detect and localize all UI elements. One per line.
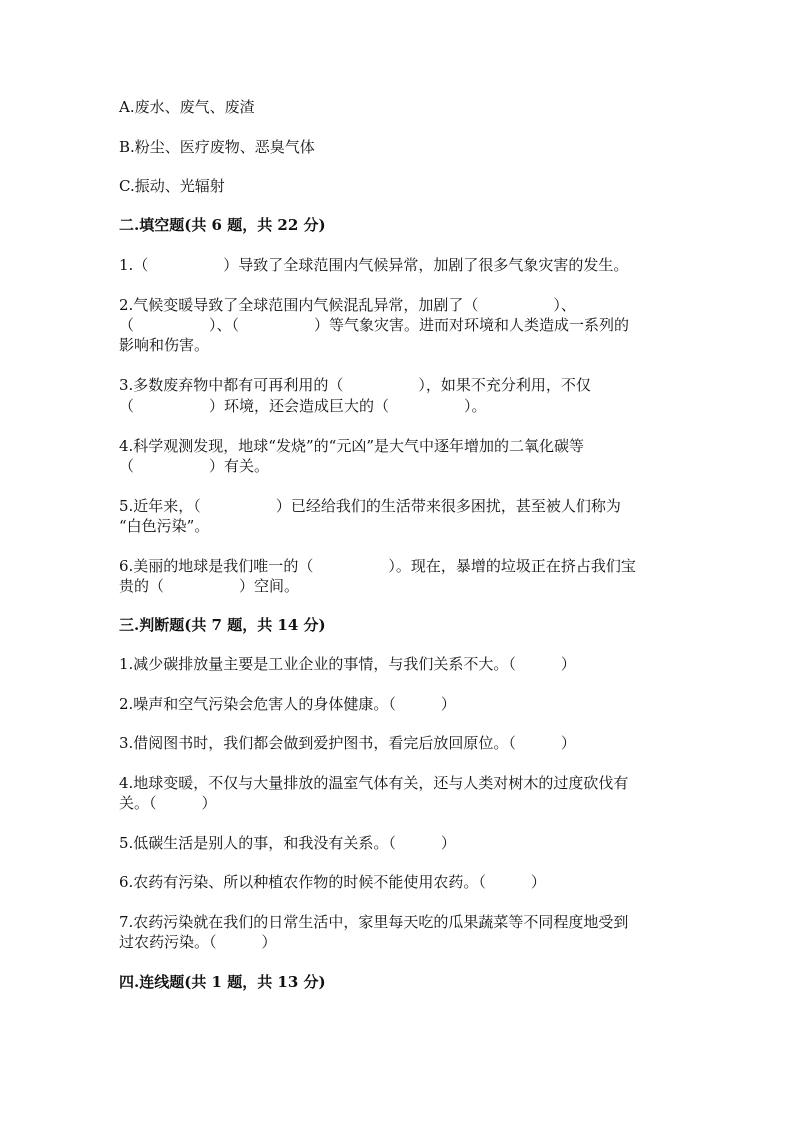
option-c: C.振动、光辐射 bbox=[119, 177, 225, 195]
section-heading-true-false: 三.判断题(共 7 题，共 14 分) bbox=[119, 616, 326, 634]
fill-q2-line2: （ ）、（ ）等气象灾害。进而对环境和人类造成一系列的 bbox=[119, 316, 630, 334]
fill-q5-line1: 5.近年来，（ ）已经给我们的生活带来很多困扰，甚至被人们称为 bbox=[119, 497, 621, 515]
judge-q7-line1: 7.农药污染就在我们的日常生活中，家里每天吃的瓜果蔬菜等不同程度地受到 bbox=[119, 913, 629, 931]
fill-q4-line2: （ ）有关。 bbox=[119, 457, 270, 475]
fill-q4-line1: 4.科学观测发现，地球“发烧”的“元凶”是大气中逐年增加的二氧化碳等 bbox=[119, 437, 584, 455]
fill-q3-line2: （ ）环境，还会造成巨大的（ ）。 bbox=[119, 397, 487, 415]
option-b: B.粉尘、医疗废物、恶臭气体 bbox=[119, 138, 315, 156]
judge-q3-line1: 3.借阅图书时，我们都会做到爱护图书，看完后放回原位。（ ） bbox=[119, 734, 576, 752]
judge-q7-line2: 过农药污染。（ ） bbox=[119, 933, 277, 951]
judge-q4-line1: 4.地球变暖，不仅与大量排放的温室气体有关，还与人类对树木的过度砍伐有 bbox=[119, 774, 629, 792]
judge-q1-line1: 1.减少碳排放量主要是工业企业的事情，与我们关系不大。（ ） bbox=[119, 655, 576, 673]
fill-q2-line3: 影响和伤害。 bbox=[119, 336, 210, 354]
judge-q4-line2: 关。（ ） bbox=[119, 794, 217, 812]
fill-q3-line1: 3.多数废弃物中都有可再利用的（ ），如果不充分利用，不仅 bbox=[119, 376, 591, 394]
section-heading-fill-blank: 二.填空题(共 6 题，共 22 分) bbox=[119, 216, 326, 234]
judge-q5-line1: 5.低碳生活是别人的事，和我没有关系。（ ） bbox=[119, 834, 456, 852]
judge-q2-line1: 2.噪声和空气污染会危害人的身体健康。（ ） bbox=[119, 695, 456, 713]
fill-q2-line1: 2.气候变暖导致了全球范围内气候混乱异常，加剧了（ ）、 bbox=[119, 296, 576, 314]
fill-q6-line1: 6.美丽的地球是我们唯一的（ ）。现在，暴增的垃圾正在挤占我们宝 bbox=[119, 557, 636, 575]
option-a: A.废水、废气、废渣 bbox=[119, 98, 255, 116]
fill-q5-line2: “白色污染”。 bbox=[119, 517, 210, 535]
judge-q6-line1: 6.农药有污染、所以种植农作物的时候不能使用农药。（ ） bbox=[119, 873, 546, 891]
fill-q6-line2: 贵的（ ）空间。 bbox=[119, 577, 300, 595]
section-heading-matching: 四.连线题(共 1 题，共 13 分) bbox=[119, 973, 326, 991]
fill-q1-line1: 1.（ ）导致了全球范围内气候异常，加剧了很多气象灾害的发生。 bbox=[119, 256, 629, 274]
